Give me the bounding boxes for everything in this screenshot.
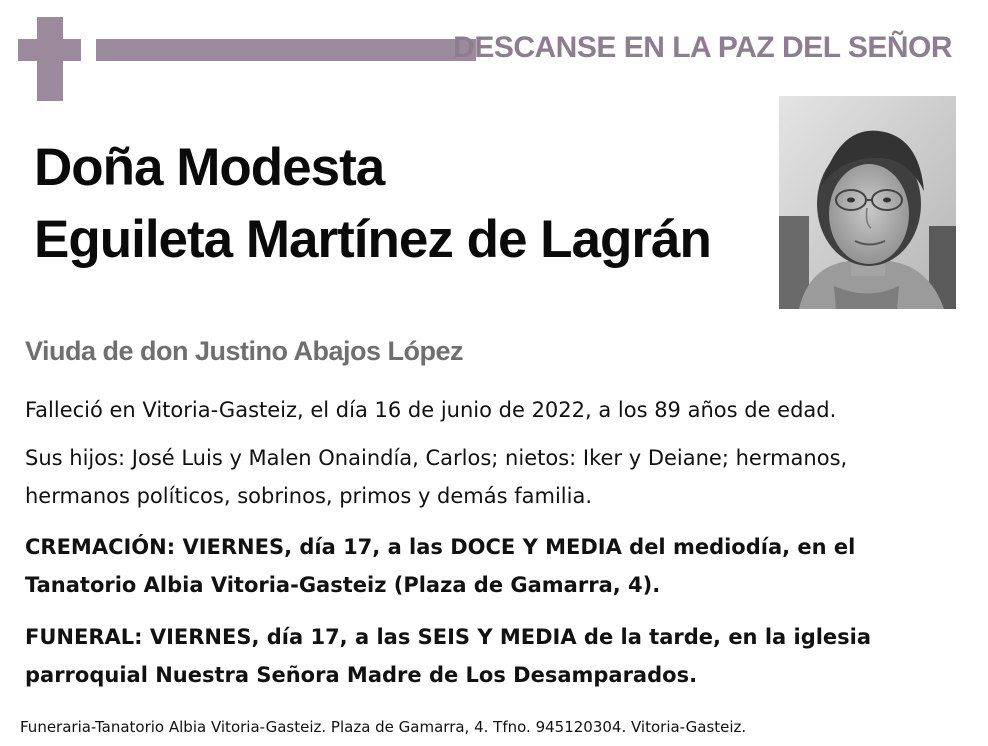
deceased-name-line2: Eguileta Martínez de Lagrán (34, 210, 711, 269)
widow-of-line: Viuda de don Justino Abajos López (25, 336, 464, 366)
funeral-info: FUNERAL: VIERNES, día 17, a las SEIS Y MEDIA de la tarde, en la iglesia parroquial Nuestra Señora Madre de Los Desamparados. (25, 625, 872, 687)
family-list: Sus hijos: José Luis y Malen Onaindía, Carlos; nietos: Iker y Deiane; hermanos, hermanos políticos, sobrinos, primos y demás familia. (25, 446, 848, 508)
portrait-photo (779, 96, 956, 309)
deceased-name (34, 132, 711, 276)
portrait-image (779, 96, 956, 309)
death-notice: Falleció en Vitoria-Gasteiz, el día 16 de junio de 2022, a los 89 años de edad. (25, 398, 837, 422)
header-rule (96, 39, 476, 61)
header-title: DESCANSE EN LA PAZ DEL SEÑOR (453, 31, 952, 64)
funeral-home-footer: Funeraria-Tanatorio Albia Vitoria-Gasteiz. Plaza de Gamarra, 4. Tfno. 945120304. Vitoria-Gasteiz. (20, 718, 747, 736)
cremation-info: CREMACIÓN: VIERNES, día 17, a las DOCE Y MEDIA del mediodía, en el Tanatorio Albia Vitoria-Gasteiz (Plaza de Gamarra, 4). (25, 535, 856, 597)
cross-icon-arm (18, 39, 81, 61)
deceased-name-line1: Doña Modesta (34, 138, 385, 197)
